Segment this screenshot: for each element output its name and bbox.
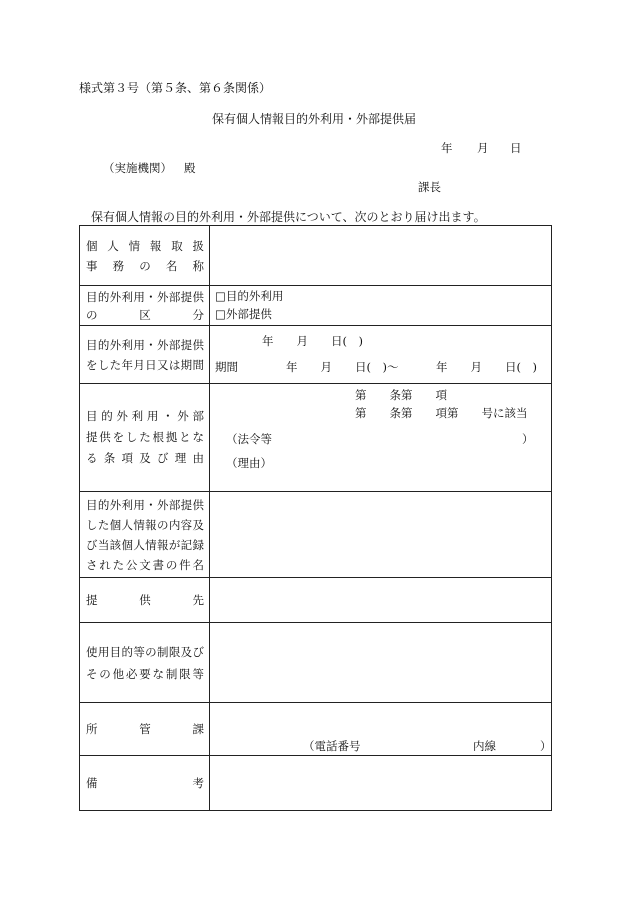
form-number: 様式第３号（第５条、第６条関係）: [79, 81, 272, 95]
date-line[interactable]: 年 月 日( ): [262, 334, 363, 348]
reason-label: （理由）: [226, 456, 272, 470]
table-row: [80, 326, 552, 384]
period-from[interactable]: 年 月 日( )～: [286, 360, 399, 374]
extension-label: 内線: [473, 739, 496, 753]
addressee-org: （実施機関）: [103, 161, 172, 175]
notification-form-table: [79, 225, 552, 811]
addressee-honorific: 殿: [184, 161, 196, 175]
row3-label-line2: をした年月日又は期間: [86, 357, 204, 372]
period-to[interactable]: 年 月 日( ): [436, 360, 537, 374]
row7-label-line1: 使用目的等の制限及び: [86, 644, 204, 659]
table-row: [80, 756, 552, 811]
table-row: [80, 286, 552, 326]
date-month: 月: [477, 141, 489, 155]
clause-line2[interactable]: 第 条第 項第 号に該当: [355, 406, 528, 420]
table-row: [80, 492, 552, 578]
checkbox-external-provision[interactable]: □外部提供: [215, 307, 272, 321]
row5-label-line3: び当該個人情報が記録: [86, 537, 204, 552]
clause-line1[interactable]: 第 条第 項: [355, 388, 447, 402]
checkbox-purpose-use[interactable]: □目的外利用: [215, 289, 284, 303]
row4-label-line2: 提供をした根拠とな: [86, 430, 204, 444]
row9-label: 備考: [86, 776, 204, 790]
law-open: （法令等: [226, 432, 272, 446]
row5-label-line1: 目的外利用・外部提供: [86, 497, 204, 512]
intro-text: 保有個人情報の目的外利用・外部提供について、次のとおり届け出ます。: [91, 210, 486, 224]
row4-label-line3: る条項及び理由: [86, 451, 204, 465]
period-label: 期間: [215, 360, 238, 374]
row8-label: 所管課: [86, 722, 204, 736]
table-row: [80, 703, 552, 756]
row1-label-line2: 事務の名称: [86, 258, 204, 273]
form-title: 保有個人情報目的外利用・外部提供届: [212, 112, 417, 126]
phone-open: （電話番号: [303, 739, 361, 753]
row5-label-line2: した個人情報の内容及: [86, 517, 204, 532]
table-row: [80, 384, 552, 492]
table-row: [80, 226, 552, 286]
table-row: [80, 623, 552, 703]
row6-label: 提供先: [86, 593, 204, 607]
usage-restrictions-field[interactable]: [210, 623, 552, 703]
row2-label-line2: の区分: [86, 307, 204, 322]
phone-close: ）: [540, 739, 552, 753]
date-day: 日: [510, 141, 522, 155]
row5-label-line4: された公文書の件名: [86, 557, 204, 572]
row2-label-line1: 目的外利用・外部提供: [86, 289, 204, 304]
row7-label-line2: その他必要な制限等: [86, 666, 204, 681]
sender: 課長: [418, 180, 441, 194]
date-year: 年: [441, 141, 453, 155]
law-close: ）: [522, 432, 534, 446]
row4-label-line1: 目的外利用・外部: [86, 409, 204, 423]
recipient-field[interactable]: [210, 578, 552, 623]
personal-info-content-field[interactable]: [210, 492, 552, 578]
handling-affairs-name-field[interactable]: [210, 226, 552, 286]
table-row: [80, 578, 552, 623]
remarks-field[interactable]: [210, 756, 552, 811]
row1-label-line1: 個人情報取扱: [86, 238, 204, 253]
row3-label-line1: 目的外利用・外部提供: [86, 337, 204, 352]
